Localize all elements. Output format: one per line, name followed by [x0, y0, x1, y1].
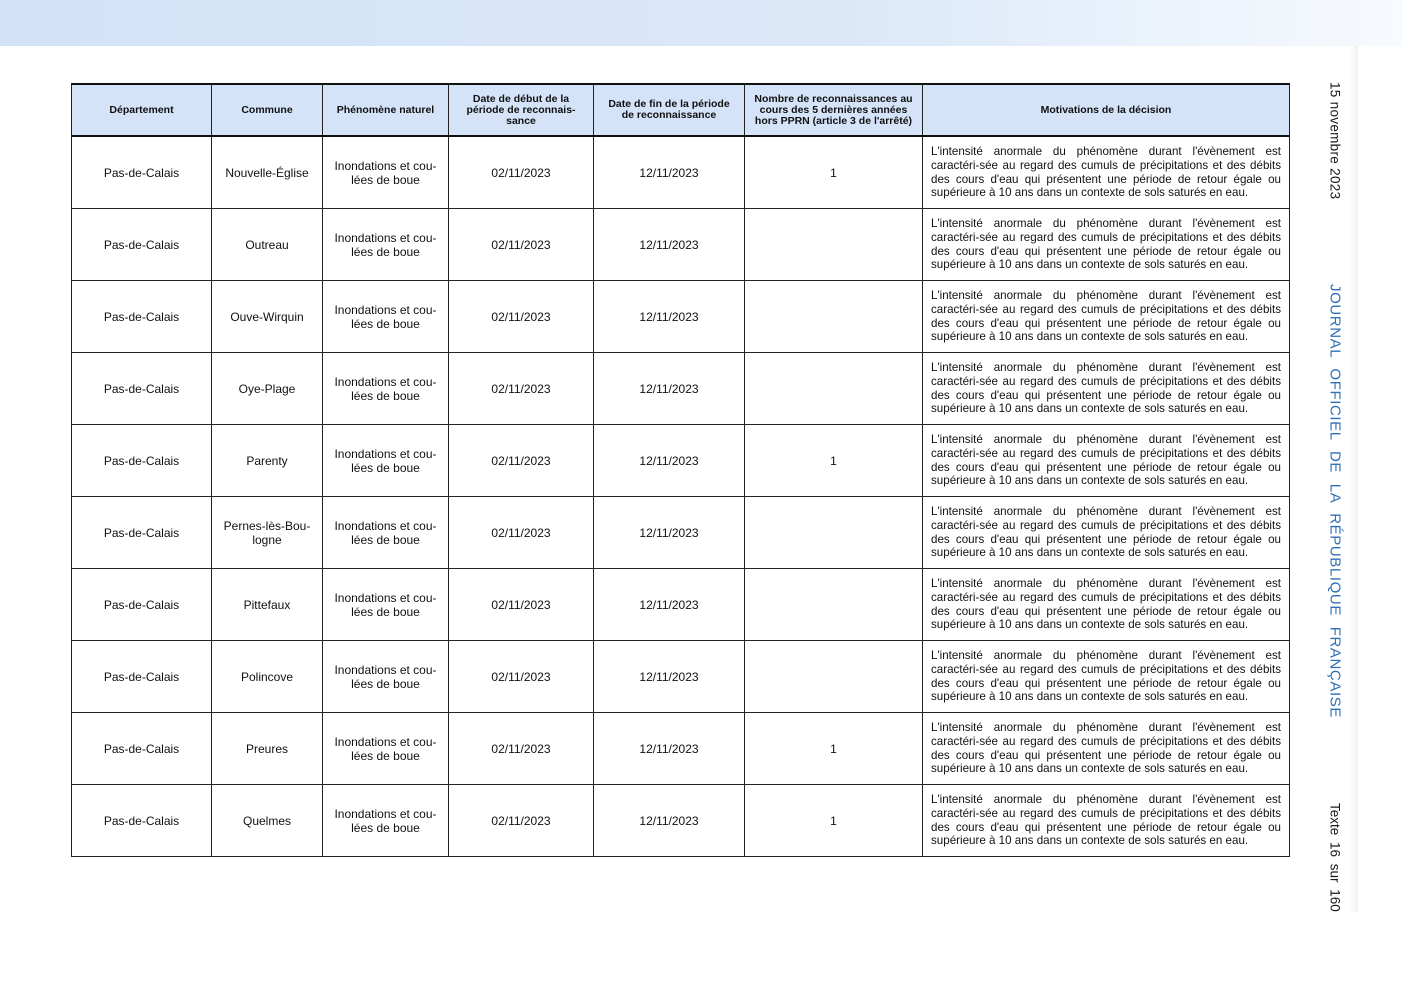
cell-date-debut: 02/11/2023 — [449, 281, 594, 353]
cell-date-fin: 12/11/2023 — [594, 353, 745, 425]
cell-nombre: 1 — [745, 713, 923, 785]
cell-commune: Pernes-lès-Bou-logne — [212, 497, 323, 569]
table-row — [72, 569, 1290, 641]
cell-nombre — [745, 641, 923, 713]
cell-motivation: L'intensité anormale du phénomène durant l'évènement est caractéri-sée au regard des cumuls de précipitations et des débits des cours d'eau qui présentent une période de retour égale ou supérieure à 10 ans dans un contexte de sols saturés en eau. — [923, 281, 1290, 353]
cell-phenomene: Inondations et cou-lées de boue — [323, 425, 449, 497]
cell-departement: Pas-de-Calais — [72, 569, 212, 641]
cell-date-fin: 12/11/2023 — [594, 569, 745, 641]
header-phenomene: Phénomène naturel — [323, 84, 449, 136]
cell-motivation: L'intensité anormale du phénomène durant l'évènement est caractéri-sée au regard des cumuls de précipitations et des débits des cours d'eau qui présentent une période de retour égale ou supérieure à 10 ans dans un contexte de sols saturés en eau. — [923, 353, 1290, 425]
cell-motivation: L'intensité anormale du phénomène durant l'évènement est caractéri-sée au regard des cumuls de précipitations et des débits des cours d'eau qui présentent une période de retour égale ou supérieure à 10 ans dans un contexte de sols saturés en eau. — [923, 497, 1290, 569]
cell-motivation: L'intensité anormale du phénomène durant l'évènement est caractéri-sée au regard des cumuls de précipitations et des débits des cours d'eau qui présentent une période de retour égale ou supérieure à 10 ans dans un contexte de sols saturés en eau. — [923, 209, 1290, 281]
header-date-debut: Date de début de la période de reconnais-sance — [449, 84, 594, 136]
cell-date-debut: 02/11/2023 — [449, 425, 594, 497]
header-date-fin: Date de fin de la période de reconnaissance — [594, 84, 745, 136]
cell-date-debut: 02/11/2023 — [449, 785, 594, 857]
cell-phenomene: Inondations et cou-lées de boue — [323, 641, 449, 713]
header-commune: Commune — [212, 84, 323, 136]
cell-motivation: L'intensité anormale du phénomène durant l'évènement est caractéri-sée au regard des cumuls de précipitations et des débits des cours d'eau qui présentent une période de retour égale ou supérieure à 10 ans dans un contexte de sols saturés en eau. — [923, 713, 1290, 785]
cell-departement: Pas-de-Calais — [72, 641, 212, 713]
cell-nombre — [745, 209, 923, 281]
decision-table — [71, 83, 1290, 857]
cell-commune: Parenty — [212, 425, 323, 497]
cell-date-debut: 02/11/2023 — [449, 353, 594, 425]
side-running-header — [1323, 82, 1347, 912]
cell-nombre — [745, 353, 923, 425]
cell-date-debut: 02/11/2023 — [449, 209, 594, 281]
cell-commune: Nouvelle-Église — [212, 136, 323, 209]
cell-motivation: L'intensité anormale du phénomène durant l'évènement est caractéri-sée au regard des cumuls de précipitations et des débits des cours d'eau qui présentent une période de retour égale ou supérieure à 10 ans dans un contexte de sols saturés en eau. — [923, 785, 1290, 857]
cell-date-debut: 02/11/2023 — [449, 497, 594, 569]
cell-commune: Outreau — [212, 209, 323, 281]
cell-departement: Pas-de-Calais — [72, 497, 212, 569]
cell-nombre: 1 — [745, 425, 923, 497]
cell-date-debut: 02/11/2023 — [449, 136, 594, 209]
text-number: Texte 16 sur 160 — [1327, 803, 1343, 912]
cell-commune: Preures — [212, 713, 323, 785]
cell-phenomene: Inondations et cou-lées de boue — [323, 353, 449, 425]
header-nombre-reconnaissances: Nombre de reconnaissances au cours des 5 dernières années hors PPRN (article 3 de l'arrêté) — [745, 84, 923, 136]
table-row — [72, 425, 1290, 497]
cell-departement: Pas-de-Calais — [72, 136, 212, 209]
header-motivations: Motivations de la décision — [923, 84, 1290, 136]
cell-commune: Ouve-Wirquin — [212, 281, 323, 353]
cell-commune: Quelmes — [212, 785, 323, 857]
cell-departement: Pas-de-Calais — [72, 425, 212, 497]
cell-phenomene: Inondations et cou-lées de boue — [323, 281, 449, 353]
cell-date-debut: 02/11/2023 — [449, 641, 594, 713]
cell-date-debut: 02/11/2023 — [449, 713, 594, 785]
cell-motivation: L'intensité anormale du phénomène durant l'évènement est caractéri-sée au regard des cumuls de précipitations et des débits des cours d'eau qui présentent une période de retour égale ou supérieure à 10 ans dans un contexte de sols saturés en eau. — [923, 136, 1290, 209]
cell-date-fin: 12/11/2023 — [594, 281, 745, 353]
cell-motivation: L'intensité anormale du phénomène durant l'évènement est caractéri-sée au regard des cumuls de précipitations et des débits des cours d'eau qui présentent une période de retour égale ou supérieure à 10 ans dans un contexte de sols saturés en eau. — [923, 425, 1290, 497]
cell-commune: Polincove — [212, 641, 323, 713]
cell-date-fin: 12/11/2023 — [594, 641, 745, 713]
top-header-band — [0, 0, 1403, 46]
cell-commune: Oye-Plage — [212, 353, 323, 425]
cell-phenomene: Inondations et cou-lées de boue — [323, 713, 449, 785]
cell-nombre — [745, 281, 923, 353]
journal-title: JOURNAL OFFICIEL DE LA RÉPUBLIQUE FRANÇAISE — [1326, 284, 1344, 719]
cell-departement: Pas-de-Calais — [72, 281, 212, 353]
publication-date: 15 novembre 2023 — [1327, 82, 1343, 200]
cell-phenomene: Inondations et cou-lées de boue — [323, 136, 449, 209]
cell-phenomene: Inondations et cou-lées de boue — [323, 209, 449, 281]
table-row — [72, 497, 1290, 569]
cell-date-fin: 12/11/2023 — [594, 425, 745, 497]
table-row — [72, 353, 1290, 425]
table-row — [72, 641, 1290, 713]
cell-departement: Pas-de-Calais — [72, 785, 212, 857]
cell-date-fin: 12/11/2023 — [594, 785, 745, 857]
cell-nombre: 1 — [745, 785, 923, 857]
cell-date-fin: 12/11/2023 — [594, 713, 745, 785]
table-row — [72, 713, 1290, 785]
cell-nombre — [745, 497, 923, 569]
table-row — [72, 785, 1290, 857]
table-header-row — [72, 84, 1290, 136]
cell-date-fin: 12/11/2023 — [594, 136, 745, 209]
page-edge-shadow — [1350, 46, 1358, 912]
table-row — [72, 281, 1290, 353]
header-departement: Département — [72, 84, 212, 136]
cell-date-fin: 12/11/2023 — [594, 497, 745, 569]
decision-table-container — [71, 83, 1290, 853]
table-row — [72, 136, 1290, 209]
cell-departement: Pas-de-Calais — [72, 209, 212, 281]
table-row — [72, 209, 1290, 281]
cell-departement: Pas-de-Calais — [72, 713, 212, 785]
cell-nombre — [745, 569, 923, 641]
cell-phenomene: Inondations et cou-lées de boue — [323, 785, 449, 857]
cell-date-fin: 12/11/2023 — [594, 209, 745, 281]
cell-phenomene: Inondations et cou-lées de boue — [323, 569, 449, 641]
cell-departement: Pas-de-Calais — [72, 353, 212, 425]
cell-phenomene: Inondations et cou-lées de boue — [323, 497, 449, 569]
cell-motivation: L'intensité anormale du phénomène durant l'évènement est caractéri-sée au regard des cumuls de précipitations et des débits des cours d'eau qui présentent une période de retour égale ou supérieure à 10 ans dans un contexte de sols saturés en eau. — [923, 569, 1290, 641]
cell-commune: Pittefaux — [212, 569, 323, 641]
cell-date-debut: 02/11/2023 — [449, 569, 594, 641]
cell-nombre: 1 — [745, 136, 923, 209]
cell-motivation: L'intensité anormale du phénomène durant l'évènement est caractéri-sée au regard des cumuls de précipitations et des débits des cours d'eau qui présentent une période de retour égale ou supérieure à 10 ans dans un contexte de sols saturés en eau. — [923, 641, 1290, 713]
